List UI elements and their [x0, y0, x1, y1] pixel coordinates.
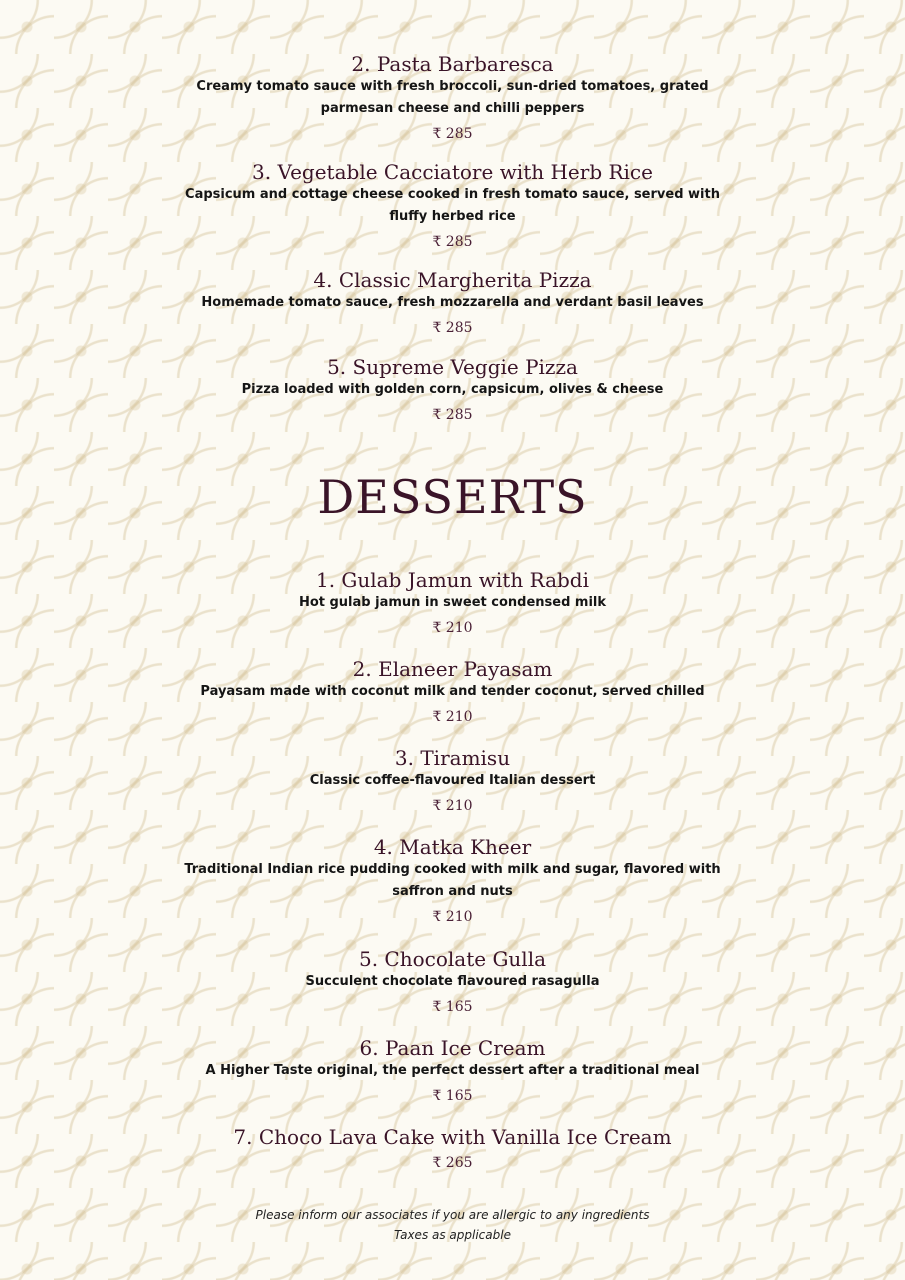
item-description: A Higher Taste original, the perfect dessert after a traditional meal: [205, 1063, 700, 1078]
item-description: Traditional Indian rice pudding cooked with milk and sugar, flavored with saffron and nuts: [184, 862, 721, 899]
item-price: ₹ 210: [432, 798, 473, 814]
item-title: 6. Paan Ice Cream: [359, 1036, 546, 1060]
item-description: Capsicum and cottage cheese cooked in fresh tomato sauce, served with fluffy herbed rice: [185, 187, 720, 224]
item-title: 2. Elaneer Payasam: [352, 657, 553, 681]
item-price: ₹ 285: [432, 407, 473, 423]
item-description: Hot gulab jamun in sweet condensed milk: [298, 595, 607, 610]
item-title: 3. Vegetable Cacciatore with Herb Rice: [252, 160, 653, 184]
item-title: 5. Supreme Veggie Pizza: [327, 355, 578, 379]
section-heading-desserts: DESSERTS: [317, 470, 588, 524]
item-description: Succulent chocolate flavoured rasagulla: [305, 974, 600, 989]
menu-item: [0, 568, 905, 638]
menu-item: [0, 1125, 905, 1173]
tax-note: Taxes as applicable: [394, 1228, 511, 1242]
item-title: 4. Classic Margherita Pizza: [313, 268, 592, 292]
menu-item: [0, 835, 905, 927]
item-description: Creamy tomato sauce with fresh broccoli, sun-dried tomatoes, grated parmesan cheese and chilli peppers: [196, 79, 709, 116]
item-title: 4. Matka Kheer: [373, 835, 532, 859]
menu-item: [0, 52, 905, 144]
menu-item: [0, 746, 905, 816]
menu-item: [0, 160, 905, 252]
item-price: ₹ 285: [432, 320, 473, 336]
item-price: ₹ 210: [432, 620, 473, 636]
allergy-note: Please inform our associates if you are allergic to any ingredients: [255, 1208, 650, 1222]
item-price: ₹ 210: [432, 709, 473, 725]
item-price: ₹ 165: [432, 999, 473, 1015]
menu-item: [0, 268, 905, 338]
item-description: Classic coffee-flavoured Italian dessert: [309, 773, 596, 788]
item-title: 2. Pasta Barbaresca: [351, 52, 554, 76]
item-description: Payasam made with coconut milk and tender coconut, served chilled: [200, 684, 705, 699]
menu-item: [0, 947, 905, 1017]
item-price: ₹ 285: [432, 126, 473, 142]
item-title: 7. Choco Lava Cake with Vanilla Ice Cream: [233, 1125, 672, 1149]
footer-notes: [0, 1205, 905, 1245]
item-description: Homemade tomato sauce, fresh mozzarella and verdant basil leaves: [201, 295, 704, 310]
item-price: ₹ 210: [432, 909, 473, 925]
item-price: ₹ 285: [432, 234, 473, 250]
menu-item: [0, 1036, 905, 1106]
item-title: 5. Chocolate Gulla: [358, 947, 547, 971]
item-price: ₹ 265: [432, 1155, 473, 1171]
menu-item: [0, 355, 905, 425]
menu-item: [0, 657, 905, 727]
item-description: Pizza loaded with golden corn, capsicum, olives & cheese: [241, 382, 664, 397]
item-title: 1. Gulab Jamun with Rabdi: [315, 568, 590, 592]
item-title: 3. Tiramisu: [394, 746, 511, 770]
item-price: ₹ 165: [432, 1088, 473, 1104]
